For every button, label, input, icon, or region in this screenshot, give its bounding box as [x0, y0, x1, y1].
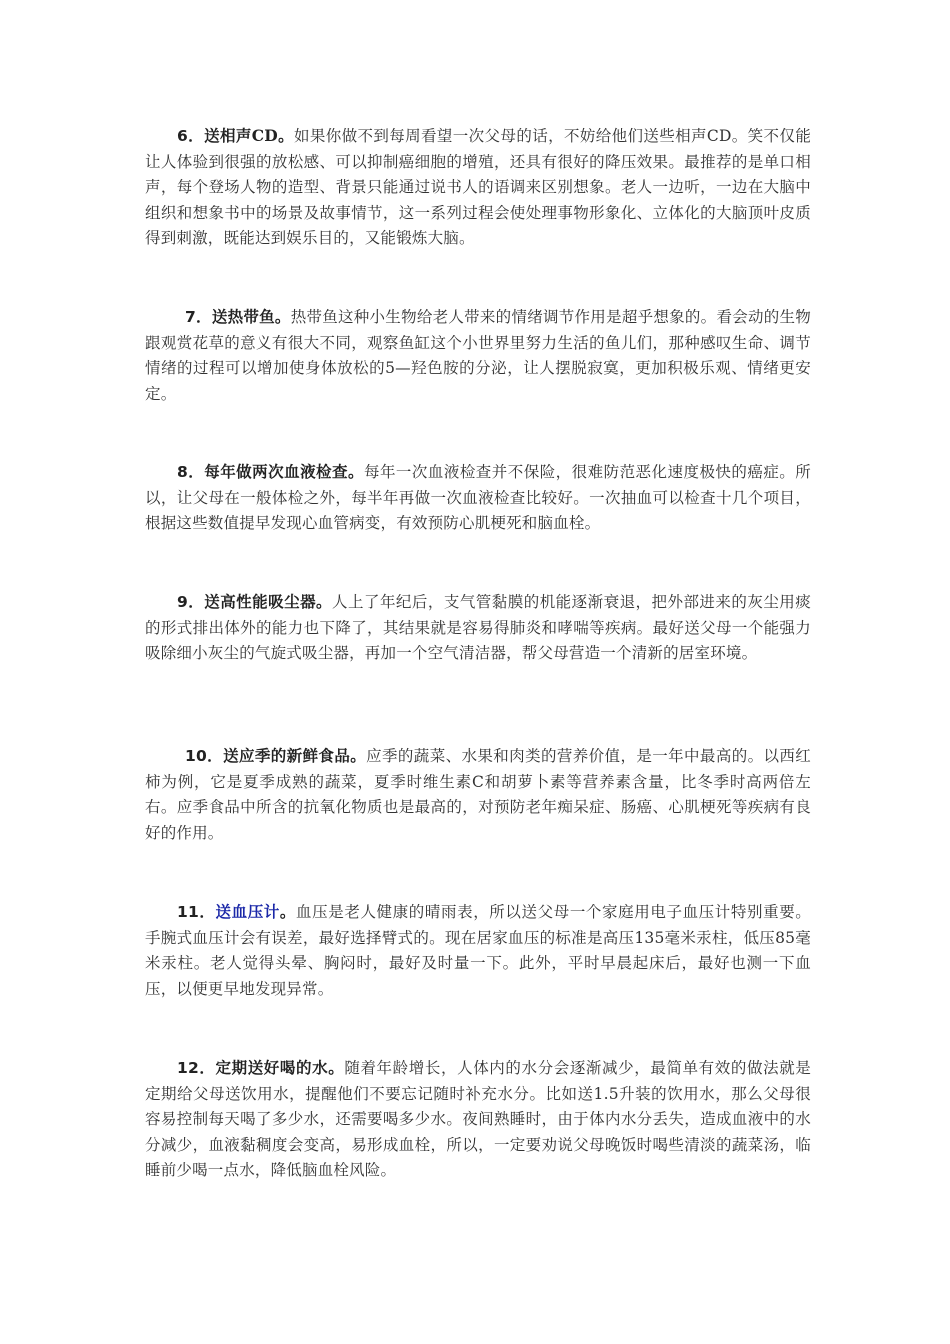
paragraph-7 — [145, 304, 811, 407]
item-body: 应季的蔬菜、水果和肉类的营养价值，是一年中最高的。以西红柿为例，它是夏季成熟的蔬菜，夏季时维生素C和胡萝卜素等营养素含量，比冬季时高两倍左右。应季食品中所含的抗氧化物质也是最高的，对预防老年痴呆症、肠癌、心肌梗死等疾病有良好的作用。 — [145, 747, 811, 842]
item-number: 9． — [177, 593, 205, 611]
item-number: 8． — [177, 463, 205, 481]
item-number: 11． — [177, 903, 216, 921]
item-heading: 每年做两次血液检查。 — [204, 462, 364, 481]
item-heading: 送热带鱼。 — [211, 307, 291, 326]
paragraph-12 — [145, 1055, 811, 1184]
item-number: 6． — [177, 127, 205, 145]
item-heading: 定期送好喝的水。 — [215, 1058, 345, 1077]
item-body: 每年一次血液检查并不保险，很难防范恶化速度极快的癌症。所以，让父母在一般体检之外，每半年再做一次血液检查比较好。一次抽血可以检查十几个项目，根据这些数值提早发现心血管病变，有效预防心肌梗死和脑血栓。 — [145, 463, 811, 532]
paragraph-11 — [145, 899, 811, 1002]
item-heading: 送相声CD。 — [204, 126, 294, 145]
item-heading: 送高性能吸尘器。 — [204, 592, 333, 611]
paragraph-9 — [145, 589, 811, 667]
item-number: 10． — [185, 747, 224, 765]
item-body: 血压是老人健康的晴雨表，所以送父母一个家庭用电子血压计特别重要。手腕式血压计会有误差，最好选择臂式的。现在居家血压的标准是高压135毫米汞柱，低压85毫米汞柱。老人觉得头晕、胸闷时，最好及时量一下。此外，平时早晨起床后，最好也测一下血压，以便更早地发现异常。 — [145, 903, 812, 998]
item-body: 热带鱼这种小生物给老人带来的情绪调节作用是超乎想象的。看会动的生物跟观赏花草的意义有很大不同，观察鱼缸这个小世界里努力生活的鱼儿们，那种感叹生命、调节情绪的过程可以增加使身体放松的5—羟色胺的分泌，让人摆脱寂寞，更加积极乐观、情绪更安定。 — [145, 308, 811, 403]
paragraph-6 — [145, 123, 811, 252]
paragraph-10 — [145, 743, 811, 846]
item-heading: 送应季的新鲜食品。 — [223, 746, 367, 765]
item-number: 12． — [177, 1059, 216, 1077]
item-number: 7． — [185, 308, 212, 326]
item-heading-suffix: 。 — [279, 902, 297, 921]
item-body: 随着年龄增长，人体内的水分会逐渐减少，最简单有效的做法就是定期给父母送饮用水，提醒他们不要忘记随时补充水分。比如送1.5升装的饮用水，那么父母很容易控制每天喝了多少水，还需要喝多少水。夜间熟睡时，由于体内水分丢失，造成血液中的水分减少，血液黏稠度会变高，易形成血栓，所以，一定要劝说父母晚饭时喝些清淡的蔬菜汤，临睡前少喝一点水，降低脑血栓风险。 — [145, 1059, 811, 1179]
item-body: 人上了年纪后，支气管黏膜的机能逐渐衰退，把外部进来的灰尘用痰的形式排出体外的能力也下降了，其结果就是容易得肺炎和哮喘等疾病。最好送父母一个能强力吸除细小灰尘的气旋式吸尘器，再加一个空气清洁器，帮父母营造一个清新的居室环境。 — [145, 593, 811, 662]
item-heading-link[interactable]: 送血压计 — [215, 902, 280, 921]
paragraph-8 — [145, 459, 811, 537]
item-body: 如果你做不到每周看望一次父母的话，不妨给他们送些相声CD。笑不仅能让人体验到很强的放松感、可以抑制癌细胞的增殖，还具有很好的降压效果。最推荐的是单口相声，每个登场人物的造型、背景只能通过说书人的语调来区别想象。老人一边听，一边在大脑中组织和想象书中的场景及故事情节，这一系列过程会使处理事物形象化、立体化的大脑顶叶皮质得到刺激，既能达到娱乐目的，又能锻炼大脑。 — [145, 127, 812, 247]
